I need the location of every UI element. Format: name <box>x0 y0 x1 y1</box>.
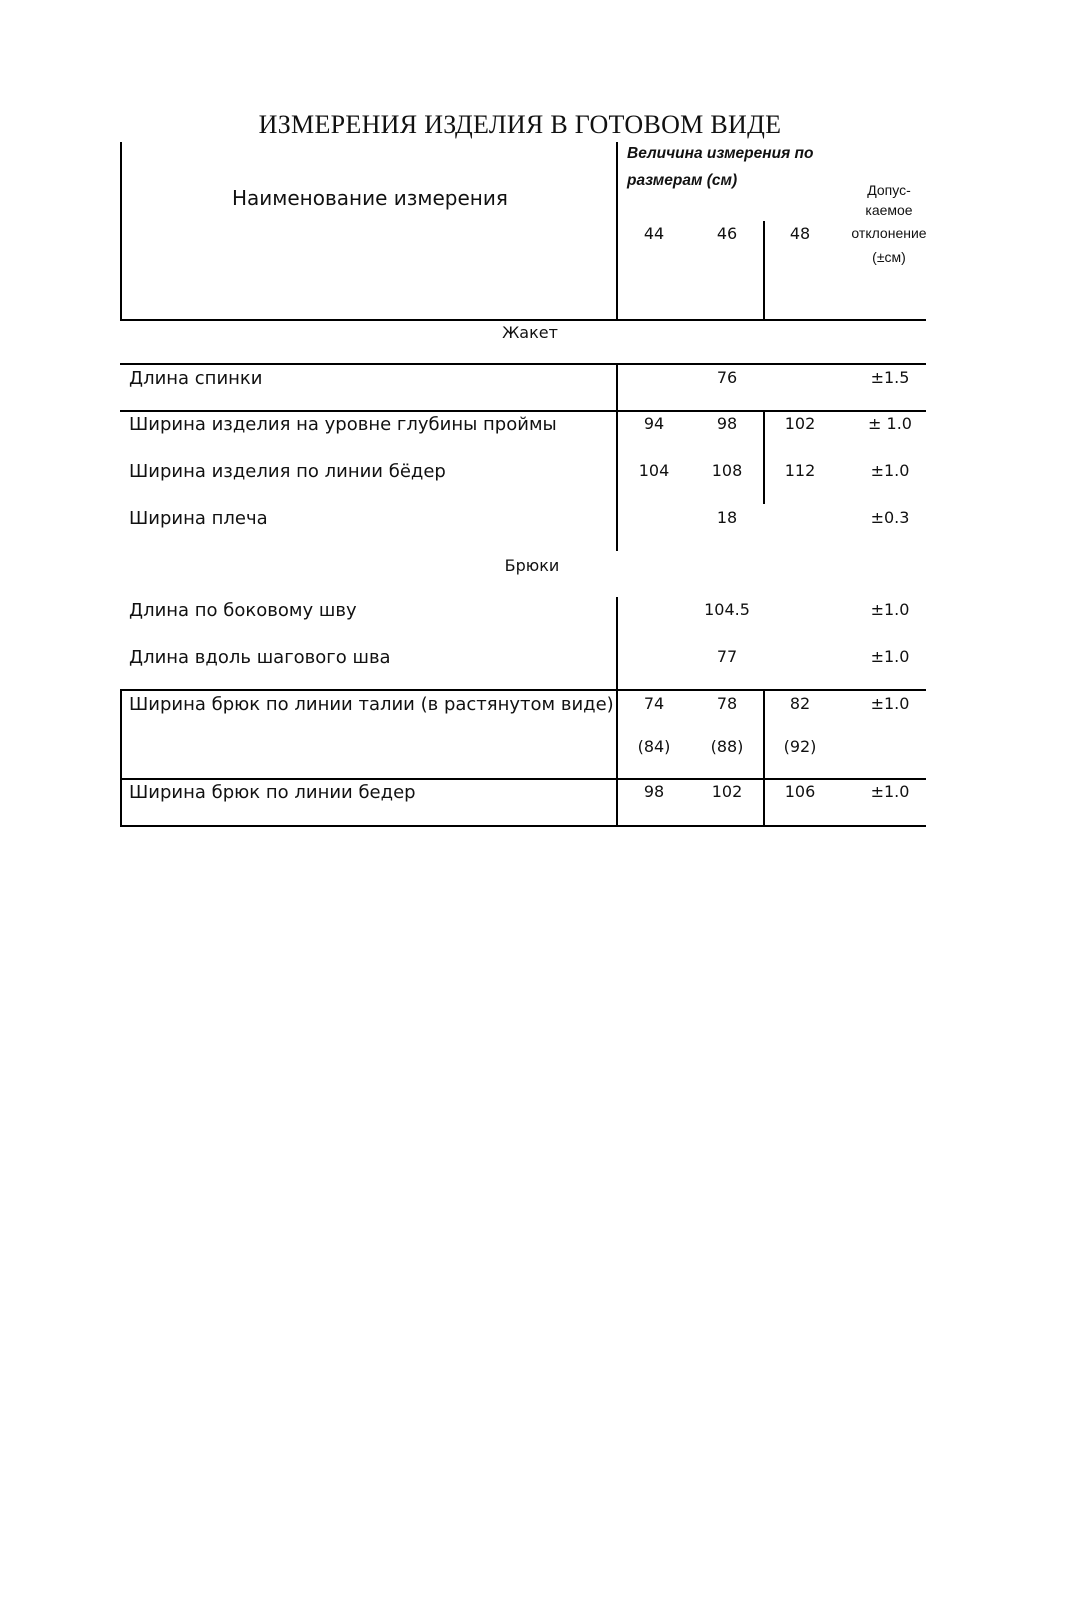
table-rule <box>120 410 926 412</box>
row-value: 108 <box>711 461 743 480</box>
row-value: 77 <box>716 647 738 666</box>
size-48: 48 <box>789 224 811 243</box>
table-rule <box>120 778 926 780</box>
row-subvalue: (88) <box>710 737 744 756</box>
row-value: 98 <box>643 782 665 801</box>
row-value: 112 <box>784 461 816 480</box>
row-value: 98 <box>716 414 738 433</box>
row-name: Ширина брюк по линии бедер <box>129 782 416 803</box>
row-value: 106 <box>784 782 816 801</box>
row-value: 74 <box>643 694 665 713</box>
row-value: 94 <box>643 414 665 433</box>
row-value: 102 <box>784 414 816 433</box>
size-44: 44 <box>643 224 665 243</box>
row-subvalue: (84) <box>637 737 671 756</box>
table-rule <box>120 319 926 321</box>
table-border <box>120 142 122 320</box>
row-name: Длина спинки <box>129 368 263 389</box>
section-jacket: Жакет <box>502 323 558 342</box>
row-name: Длина по боковому шву <box>129 600 357 621</box>
section-trousers: Брюки <box>504 556 560 575</box>
row-name: Длина вдоль шагового шва <box>129 647 391 668</box>
column-divider <box>763 689 765 827</box>
table-rule <box>120 363 926 365</box>
row-subvalue: (92) <box>783 737 817 756</box>
row-tolerance: ±1.0 <box>870 694 910 713</box>
header-name: Наименование измерения <box>232 186 508 210</box>
column-divider <box>763 221 765 320</box>
column-divider <box>616 363 618 551</box>
row-tolerance: ±1.0 <box>870 600 910 619</box>
row-value: 18 <box>716 508 738 527</box>
row-tolerance: ± 1.0 <box>868 414 912 433</box>
row-name: Ширина плеча <box>129 508 268 529</box>
row-tolerance: ±1.0 <box>870 647 910 666</box>
table-rule <box>120 689 926 691</box>
column-divider <box>763 410 765 504</box>
size-46: 46 <box>716 224 738 243</box>
header-sizes-title: Величина измерения по размерам (см) <box>627 145 814 189</box>
row-tolerance: ±1.5 <box>870 368 910 387</box>
column-divider <box>616 142 618 320</box>
table-border <box>120 689 122 827</box>
row-value: 102 <box>711 782 743 801</box>
header-tolerance: Допус- каемое отклонение (±см) <box>851 182 927 265</box>
row-value: 82 <box>789 694 811 713</box>
row-value: 104 <box>638 461 670 480</box>
row-value: 76 <box>716 368 738 387</box>
row-value: 104.5 <box>704 600 750 619</box>
row-name: Ширина брюк по линии талии (в растянутом виде) <box>129 694 614 715</box>
page-title: ИЗМЕРЕНИЯ ИЗДЕЛИЯ В ГОТОВОМ ВИДЕ <box>258 110 782 139</box>
row-name: Ширина изделия на уровне глубины проймы <box>129 414 557 435</box>
row-tolerance: ±1.0 <box>870 782 910 801</box>
row-tolerance: ±0.3 <box>870 508 910 527</box>
row-tolerance: ±1.0 <box>870 461 910 480</box>
row-name: Ширина изделия по линии бёдер <box>129 461 446 482</box>
column-divider <box>616 597 618 827</box>
row-value: 78 <box>716 694 738 713</box>
table-rule <box>120 825 926 827</box>
